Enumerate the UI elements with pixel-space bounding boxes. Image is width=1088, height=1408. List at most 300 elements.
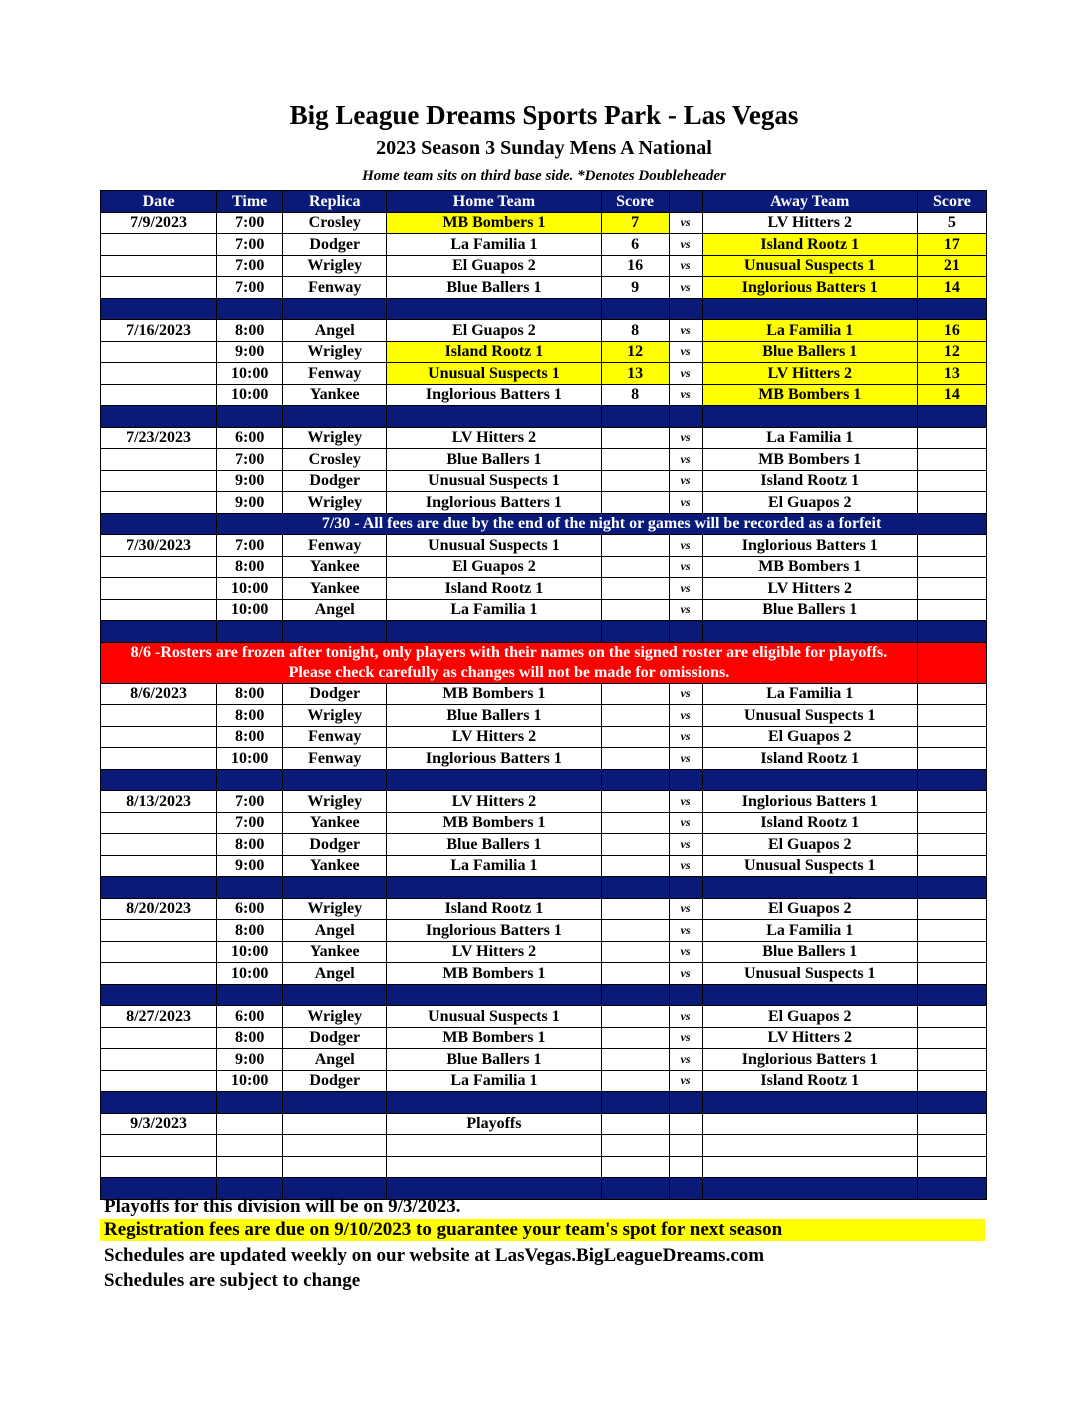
home-team-cell: Unusual Suspects 1 xyxy=(387,535,601,557)
separator-cell xyxy=(669,984,702,1006)
vs-cell: vs xyxy=(669,212,702,234)
time-cell: 8:00 xyxy=(217,556,283,578)
time-cell: 6:00 xyxy=(217,427,283,449)
date-cell: 7/16/2023 xyxy=(101,320,217,342)
home-score-cell: 16 xyxy=(601,255,669,277)
date-cell xyxy=(101,234,217,256)
time-cell: 8:00 xyxy=(217,726,283,748)
game-row xyxy=(101,1135,987,1157)
separator-cell xyxy=(387,406,601,428)
date-cell xyxy=(101,834,217,856)
game-row xyxy=(101,363,987,385)
away-score-cell: 17 xyxy=(917,234,986,256)
home-score-cell: 9 xyxy=(601,277,669,299)
roster-alert xyxy=(101,642,918,683)
vs-cell: vs xyxy=(669,1049,702,1071)
game-row xyxy=(101,492,987,514)
home-team-cell: Blue Ballers 1 xyxy=(387,277,601,299)
separator-cell xyxy=(283,877,387,899)
field-cell: Yankee xyxy=(283,578,387,600)
game-row xyxy=(101,277,987,299)
field-cell xyxy=(283,1156,387,1178)
date-cell: 7/9/2023 xyxy=(101,212,217,234)
away-score-cell xyxy=(917,834,986,856)
game-row xyxy=(101,963,987,985)
field-cell: Wrigley xyxy=(283,791,387,813)
separator-cell xyxy=(283,406,387,428)
home-score-cell xyxy=(601,1027,669,1049)
home-score-cell xyxy=(601,492,669,514)
time-cell: 8:00 xyxy=(217,920,283,942)
separator-cell xyxy=(601,984,669,1006)
away-team-cell: Blue Ballers 1 xyxy=(702,341,917,363)
time-cell: 8:00 xyxy=(217,834,283,856)
away-team-cell: LV Hitters 2 xyxy=(702,363,917,385)
away-team-cell: Blue Ballers 1 xyxy=(702,941,917,963)
away-team-cell: La Familia 1 xyxy=(702,320,917,342)
vs-cell: vs xyxy=(669,683,702,705)
vs-cell: vs xyxy=(669,427,702,449)
separator-cell xyxy=(917,621,986,643)
field-cell: Dodger xyxy=(283,470,387,492)
separator-cell xyxy=(702,1092,917,1114)
away-team-cell: MB Bombers 1 xyxy=(702,556,917,578)
date-cell xyxy=(101,963,217,985)
away-team-cell xyxy=(702,1156,917,1178)
separator-cell xyxy=(601,877,669,899)
away-team-cell xyxy=(702,1113,917,1135)
field-cell: Crosley xyxy=(283,212,387,234)
separator-row xyxy=(101,877,987,899)
field-cell: Dodger xyxy=(283,234,387,256)
time-cell: 7:00 xyxy=(217,791,283,813)
game-row xyxy=(101,427,987,449)
separator-cell xyxy=(917,298,986,320)
vs-cell: vs xyxy=(669,898,702,920)
home-score-cell xyxy=(601,855,669,877)
separator-cell xyxy=(387,984,601,1006)
away-score-cell xyxy=(917,791,986,813)
field-cell: Wrigley xyxy=(283,705,387,727)
game-row xyxy=(101,470,987,492)
home-score-cell: 8 xyxy=(601,384,669,406)
date-cell: 9/3/2023 xyxy=(101,1113,217,1135)
away-team-cell: El Guapos 2 xyxy=(702,834,917,856)
schedule-table xyxy=(100,190,987,1200)
vs-cell xyxy=(669,1156,702,1178)
date-cell xyxy=(101,1049,217,1071)
separator-cell xyxy=(283,1092,387,1114)
separator-cell xyxy=(601,621,669,643)
home-score-cell xyxy=(601,834,669,856)
separator-row xyxy=(101,621,987,643)
header-note: Home team sits on third base side. *Denotes Doubleheader xyxy=(362,168,726,184)
time-cell: 6:00 xyxy=(217,1006,283,1028)
away-score-cell xyxy=(917,1006,986,1028)
away-team-cell: LV Hitters 2 xyxy=(702,1027,917,1049)
away-score-cell: 13 xyxy=(917,363,986,385)
fees-note-row xyxy=(101,513,987,535)
time-cell: 8:00 xyxy=(217,683,283,705)
vs-cell: vs xyxy=(669,726,702,748)
game-row xyxy=(101,920,987,942)
time-cell: 10:00 xyxy=(217,1070,283,1092)
separator-cell xyxy=(283,769,387,791)
separator-cell xyxy=(217,621,283,643)
home-score-cell: 12 xyxy=(601,341,669,363)
vs-cell: vs xyxy=(669,812,702,834)
game-row xyxy=(101,812,987,834)
separator-row xyxy=(101,769,987,791)
date-cell xyxy=(101,492,217,514)
home-team-cell: Blue Ballers 1 xyxy=(387,705,601,727)
col-home-score: Score xyxy=(601,191,669,213)
field-cell: Angel xyxy=(283,1049,387,1071)
separator-cell xyxy=(217,298,283,320)
home-score-cell: 6 xyxy=(601,234,669,256)
game-row xyxy=(101,705,987,727)
home-team-cell: Playoffs xyxy=(387,1113,601,1135)
home-team-cell: Blue Ballers 1 xyxy=(387,834,601,856)
date-cell xyxy=(101,941,217,963)
separator-cell xyxy=(217,984,283,1006)
field-cell: Fenway xyxy=(283,363,387,385)
away-team-cell: Inglorious Batters 1 xyxy=(702,1049,917,1071)
separator-cell xyxy=(917,1092,986,1114)
field-cell: Yankee xyxy=(283,941,387,963)
away-score-cell xyxy=(917,898,986,920)
separator-cell xyxy=(669,406,702,428)
away-team-cell: La Familia 1 xyxy=(702,920,917,942)
time-cell: 7:00 xyxy=(217,535,283,557)
blank-cell xyxy=(101,513,217,535)
away-score-cell xyxy=(917,963,986,985)
vs-cell xyxy=(669,1135,702,1157)
home-team-cell: El Guapos 2 xyxy=(387,320,601,342)
away-score-cell xyxy=(917,1135,986,1157)
date-cell xyxy=(101,1135,217,1157)
home-team-cell: MB Bombers 1 xyxy=(387,963,601,985)
home-team-cell xyxy=(387,1135,601,1157)
separator-cell xyxy=(601,1092,669,1114)
vs-cell: vs xyxy=(669,855,702,877)
away-team-cell: La Familia 1 xyxy=(702,683,917,705)
home-team-cell: MB Bombers 1 xyxy=(387,212,601,234)
away-team-cell: Unusual Suspects 1 xyxy=(702,255,917,277)
separator-cell xyxy=(702,1178,917,1200)
date-cell xyxy=(101,748,217,770)
separator-cell xyxy=(702,877,917,899)
vs-cell: vs xyxy=(669,1070,702,1092)
game-row xyxy=(101,1156,987,1178)
field-cell xyxy=(283,1135,387,1157)
field-cell: Angel xyxy=(283,920,387,942)
game-row xyxy=(101,449,987,471)
schedule-body xyxy=(101,212,987,1199)
home-team-cell: La Familia 1 xyxy=(387,855,601,877)
date-cell: 8/6/2023 xyxy=(101,683,217,705)
date-cell xyxy=(101,1156,217,1178)
away-score-cell: 5 xyxy=(917,212,986,234)
away-team-cell: Island Rootz 1 xyxy=(702,748,917,770)
away-score-cell: 16 xyxy=(917,320,986,342)
home-score-cell xyxy=(601,535,669,557)
field-cell: Angel xyxy=(283,963,387,985)
separator-row xyxy=(101,1092,987,1114)
separator-cell xyxy=(702,621,917,643)
time-cell: 10:00 xyxy=(217,363,283,385)
away-team-cell: LV Hitters 2 xyxy=(702,212,917,234)
time-cell: 9:00 xyxy=(217,470,283,492)
away-team-cell: El Guapos 2 xyxy=(702,1006,917,1028)
roster-alert-line-1: 8/6 -Rosters are frozen after tonight, only players with their names on the signed roster are eligible for playoffs. xyxy=(130,643,888,661)
home-score-cell: 7 xyxy=(601,212,669,234)
separator-cell xyxy=(669,298,702,320)
away-score-cell xyxy=(917,1113,986,1135)
date-cell xyxy=(101,277,217,299)
footer-website: Schedules are updated weekly on our website at LasVegas.BigLeagueDreams.com xyxy=(104,1245,765,1266)
away-score-cell xyxy=(917,427,986,449)
time-cell: 9:00 xyxy=(217,855,283,877)
separator-cell xyxy=(101,1092,217,1114)
date-cell xyxy=(101,920,217,942)
away-team-cell: El Guapos 2 xyxy=(702,898,917,920)
home-score-cell xyxy=(601,920,669,942)
home-score-cell xyxy=(601,556,669,578)
game-row xyxy=(101,384,987,406)
field-cell: Dodger xyxy=(283,834,387,856)
home-team-cell: MB Bombers 1 xyxy=(387,1027,601,1049)
home-score-cell xyxy=(601,1006,669,1028)
date-cell xyxy=(101,1027,217,1049)
separator-row xyxy=(101,406,987,428)
game-row xyxy=(101,341,987,363)
field-cell: Yankee xyxy=(283,812,387,834)
alert-cell xyxy=(917,642,986,683)
home-score-cell xyxy=(601,1049,669,1071)
game-row xyxy=(101,898,987,920)
game-row xyxy=(101,535,987,557)
date-cell xyxy=(101,470,217,492)
game-row xyxy=(101,234,987,256)
game-row xyxy=(101,683,987,705)
vs-cell: vs xyxy=(669,748,702,770)
game-row xyxy=(101,748,987,770)
home-team-cell: LV Hitters 2 xyxy=(387,427,601,449)
away-team-cell: La Familia 1 xyxy=(702,427,917,449)
separator-cell xyxy=(387,769,601,791)
col-vs xyxy=(669,191,702,213)
date-cell xyxy=(101,855,217,877)
away-team-cell: El Guapos 2 xyxy=(702,726,917,748)
game-row xyxy=(101,578,987,600)
home-team-cell: Island Rootz 1 xyxy=(387,898,601,920)
away-score-cell: 12 xyxy=(917,341,986,363)
home-team-cell: La Familia 1 xyxy=(387,599,601,621)
separator-cell xyxy=(101,621,217,643)
time-cell: 8:00 xyxy=(217,1027,283,1049)
home-team-cell: La Familia 1 xyxy=(387,234,601,256)
away-team-cell: Blue Ballers 1 xyxy=(702,599,917,621)
away-score-cell xyxy=(917,1049,986,1071)
header-row xyxy=(101,191,987,213)
home-team-cell: Unusual Suspects 1 xyxy=(387,1006,601,1028)
away-score-cell: 21 xyxy=(917,255,986,277)
home-team-cell: El Guapos 2 xyxy=(387,255,601,277)
field-cell: Yankee xyxy=(283,556,387,578)
away-team-cell: Inglorious Batters 1 xyxy=(702,535,917,557)
vs-cell: vs xyxy=(669,255,702,277)
away-team-cell: Island Rootz 1 xyxy=(702,470,917,492)
date-cell xyxy=(101,449,217,471)
home-team-cell: Blue Ballers 1 xyxy=(387,1049,601,1071)
separator-cell xyxy=(702,984,917,1006)
separator-row xyxy=(101,984,987,1006)
date-cell xyxy=(101,812,217,834)
field-cell: Fenway xyxy=(283,277,387,299)
field-cell: Wrigley xyxy=(283,898,387,920)
separator-cell xyxy=(283,984,387,1006)
home-score-cell xyxy=(601,578,669,600)
game-row xyxy=(101,599,987,621)
away-score-cell xyxy=(917,535,986,557)
field-cell: Yankee xyxy=(283,855,387,877)
away-team-cell xyxy=(702,1135,917,1157)
field-cell: Angel xyxy=(283,320,387,342)
away-score-cell xyxy=(917,1070,986,1092)
date-cell xyxy=(101,599,217,621)
separator-cell xyxy=(702,769,917,791)
date-cell xyxy=(101,726,217,748)
away-team-cell: El Guapos 2 xyxy=(702,492,917,514)
vs-cell xyxy=(669,1113,702,1135)
home-team-cell xyxy=(387,1156,601,1178)
away-score-cell xyxy=(917,705,986,727)
roster-alert-line-2: Please check carefully as changes will not be made for omissions. xyxy=(288,663,730,681)
vs-cell: vs xyxy=(669,277,702,299)
game-row xyxy=(101,726,987,748)
time-cell: 7:00 xyxy=(217,812,283,834)
vs-cell: vs xyxy=(669,341,702,363)
vs-cell: vs xyxy=(669,578,702,600)
away-score-cell xyxy=(917,492,986,514)
game-row xyxy=(101,1113,987,1135)
time-cell: 7:00 xyxy=(217,449,283,471)
vs-cell: vs xyxy=(669,234,702,256)
away-score-cell xyxy=(917,1156,986,1178)
vs-cell: vs xyxy=(669,791,702,813)
vs-cell: vs xyxy=(669,384,702,406)
separator-cell xyxy=(669,1092,702,1114)
separator-cell xyxy=(917,769,986,791)
vs-cell: vs xyxy=(669,449,702,471)
home-team-cell: Inglorious Batters 1 xyxy=(387,384,601,406)
col-away-team: Away Team xyxy=(702,191,917,213)
field-cell xyxy=(283,1113,387,1135)
footer-change: Schedules are subject to change xyxy=(104,1270,361,1291)
game-row xyxy=(101,212,987,234)
separator-cell xyxy=(917,877,986,899)
date-cell xyxy=(101,578,217,600)
field-cell: Angel xyxy=(283,599,387,621)
separator-cell xyxy=(217,406,283,428)
home-team-cell: Island Rootz 1 xyxy=(387,578,601,600)
col-replica: Replica xyxy=(283,191,387,213)
away-score-cell xyxy=(917,941,986,963)
game-row xyxy=(101,1006,987,1028)
game-row xyxy=(101,255,987,277)
home-team-cell: Island Rootz 1 xyxy=(387,341,601,363)
separator-cell xyxy=(101,877,217,899)
away-score-cell xyxy=(917,599,986,621)
date-cell: 7/23/2023 xyxy=(101,427,217,449)
away-team-cell: Unusual Suspects 1 xyxy=(702,855,917,877)
time-cell: 10:00 xyxy=(217,963,283,985)
home-team-cell: El Guapos 2 xyxy=(387,556,601,578)
separator-cell xyxy=(601,406,669,428)
home-score-cell xyxy=(601,1156,669,1178)
footer-registration: Registration fees are due on 9/10/2023 to guarantee your team's spot for next season xyxy=(100,1219,985,1241)
footer-playoffs: Playoffs for this division will be on 9/3/2023. xyxy=(104,1196,461,1217)
away-team-cell: Island Rootz 1 xyxy=(702,1070,917,1092)
date-cell xyxy=(101,384,217,406)
vs-cell: vs xyxy=(669,492,702,514)
separator-cell xyxy=(217,1092,283,1114)
vs-cell: vs xyxy=(669,599,702,621)
date-cell: 8/13/2023 xyxy=(101,791,217,813)
time-cell: 10:00 xyxy=(217,941,283,963)
away-team-cell: LV Hitters 2 xyxy=(702,578,917,600)
vs-cell: vs xyxy=(669,470,702,492)
time-cell xyxy=(217,1156,283,1178)
time-cell: 8:00 xyxy=(217,705,283,727)
field-cell: Wrigley xyxy=(283,1006,387,1028)
date-cell: 7/30/2023 xyxy=(101,535,217,557)
separator-cell xyxy=(101,298,217,320)
field-cell: Fenway xyxy=(283,726,387,748)
away-team-cell: MB Bombers 1 xyxy=(702,384,917,406)
game-row xyxy=(101,1049,987,1071)
separator-cell xyxy=(669,1178,702,1200)
separator-cell xyxy=(669,877,702,899)
away-team-cell: Unusual Suspects 1 xyxy=(702,963,917,985)
separator-cell xyxy=(217,877,283,899)
date-cell: 8/20/2023 xyxy=(101,898,217,920)
time-cell: 10:00 xyxy=(217,578,283,600)
away-score-cell xyxy=(917,726,986,748)
time-cell: 10:00 xyxy=(217,748,283,770)
home-team-cell: MB Bombers 1 xyxy=(387,683,601,705)
time-cell: 9:00 xyxy=(217,492,283,514)
col-away-score: Score xyxy=(917,191,986,213)
vs-cell: vs xyxy=(669,941,702,963)
date-cell xyxy=(101,341,217,363)
home-team-cell: Inglorious Batters 1 xyxy=(387,492,601,514)
date-cell xyxy=(101,556,217,578)
field-cell: Fenway xyxy=(283,535,387,557)
home-team-cell: Unusual Suspects 1 xyxy=(387,363,601,385)
date-cell: 8/27/2023 xyxy=(101,1006,217,1028)
away-team-cell: Unusual Suspects 1 xyxy=(702,705,917,727)
home-team-cell: Inglorious Batters 1 xyxy=(387,748,601,770)
separator-cell xyxy=(917,406,986,428)
separator-cell xyxy=(601,298,669,320)
away-team-cell: Inglorious Batters 1 xyxy=(702,277,917,299)
home-team-cell: LV Hitters 2 xyxy=(387,726,601,748)
time-cell xyxy=(217,1113,283,1135)
time-cell: 7:00 xyxy=(217,234,283,256)
home-score-cell xyxy=(601,705,669,727)
